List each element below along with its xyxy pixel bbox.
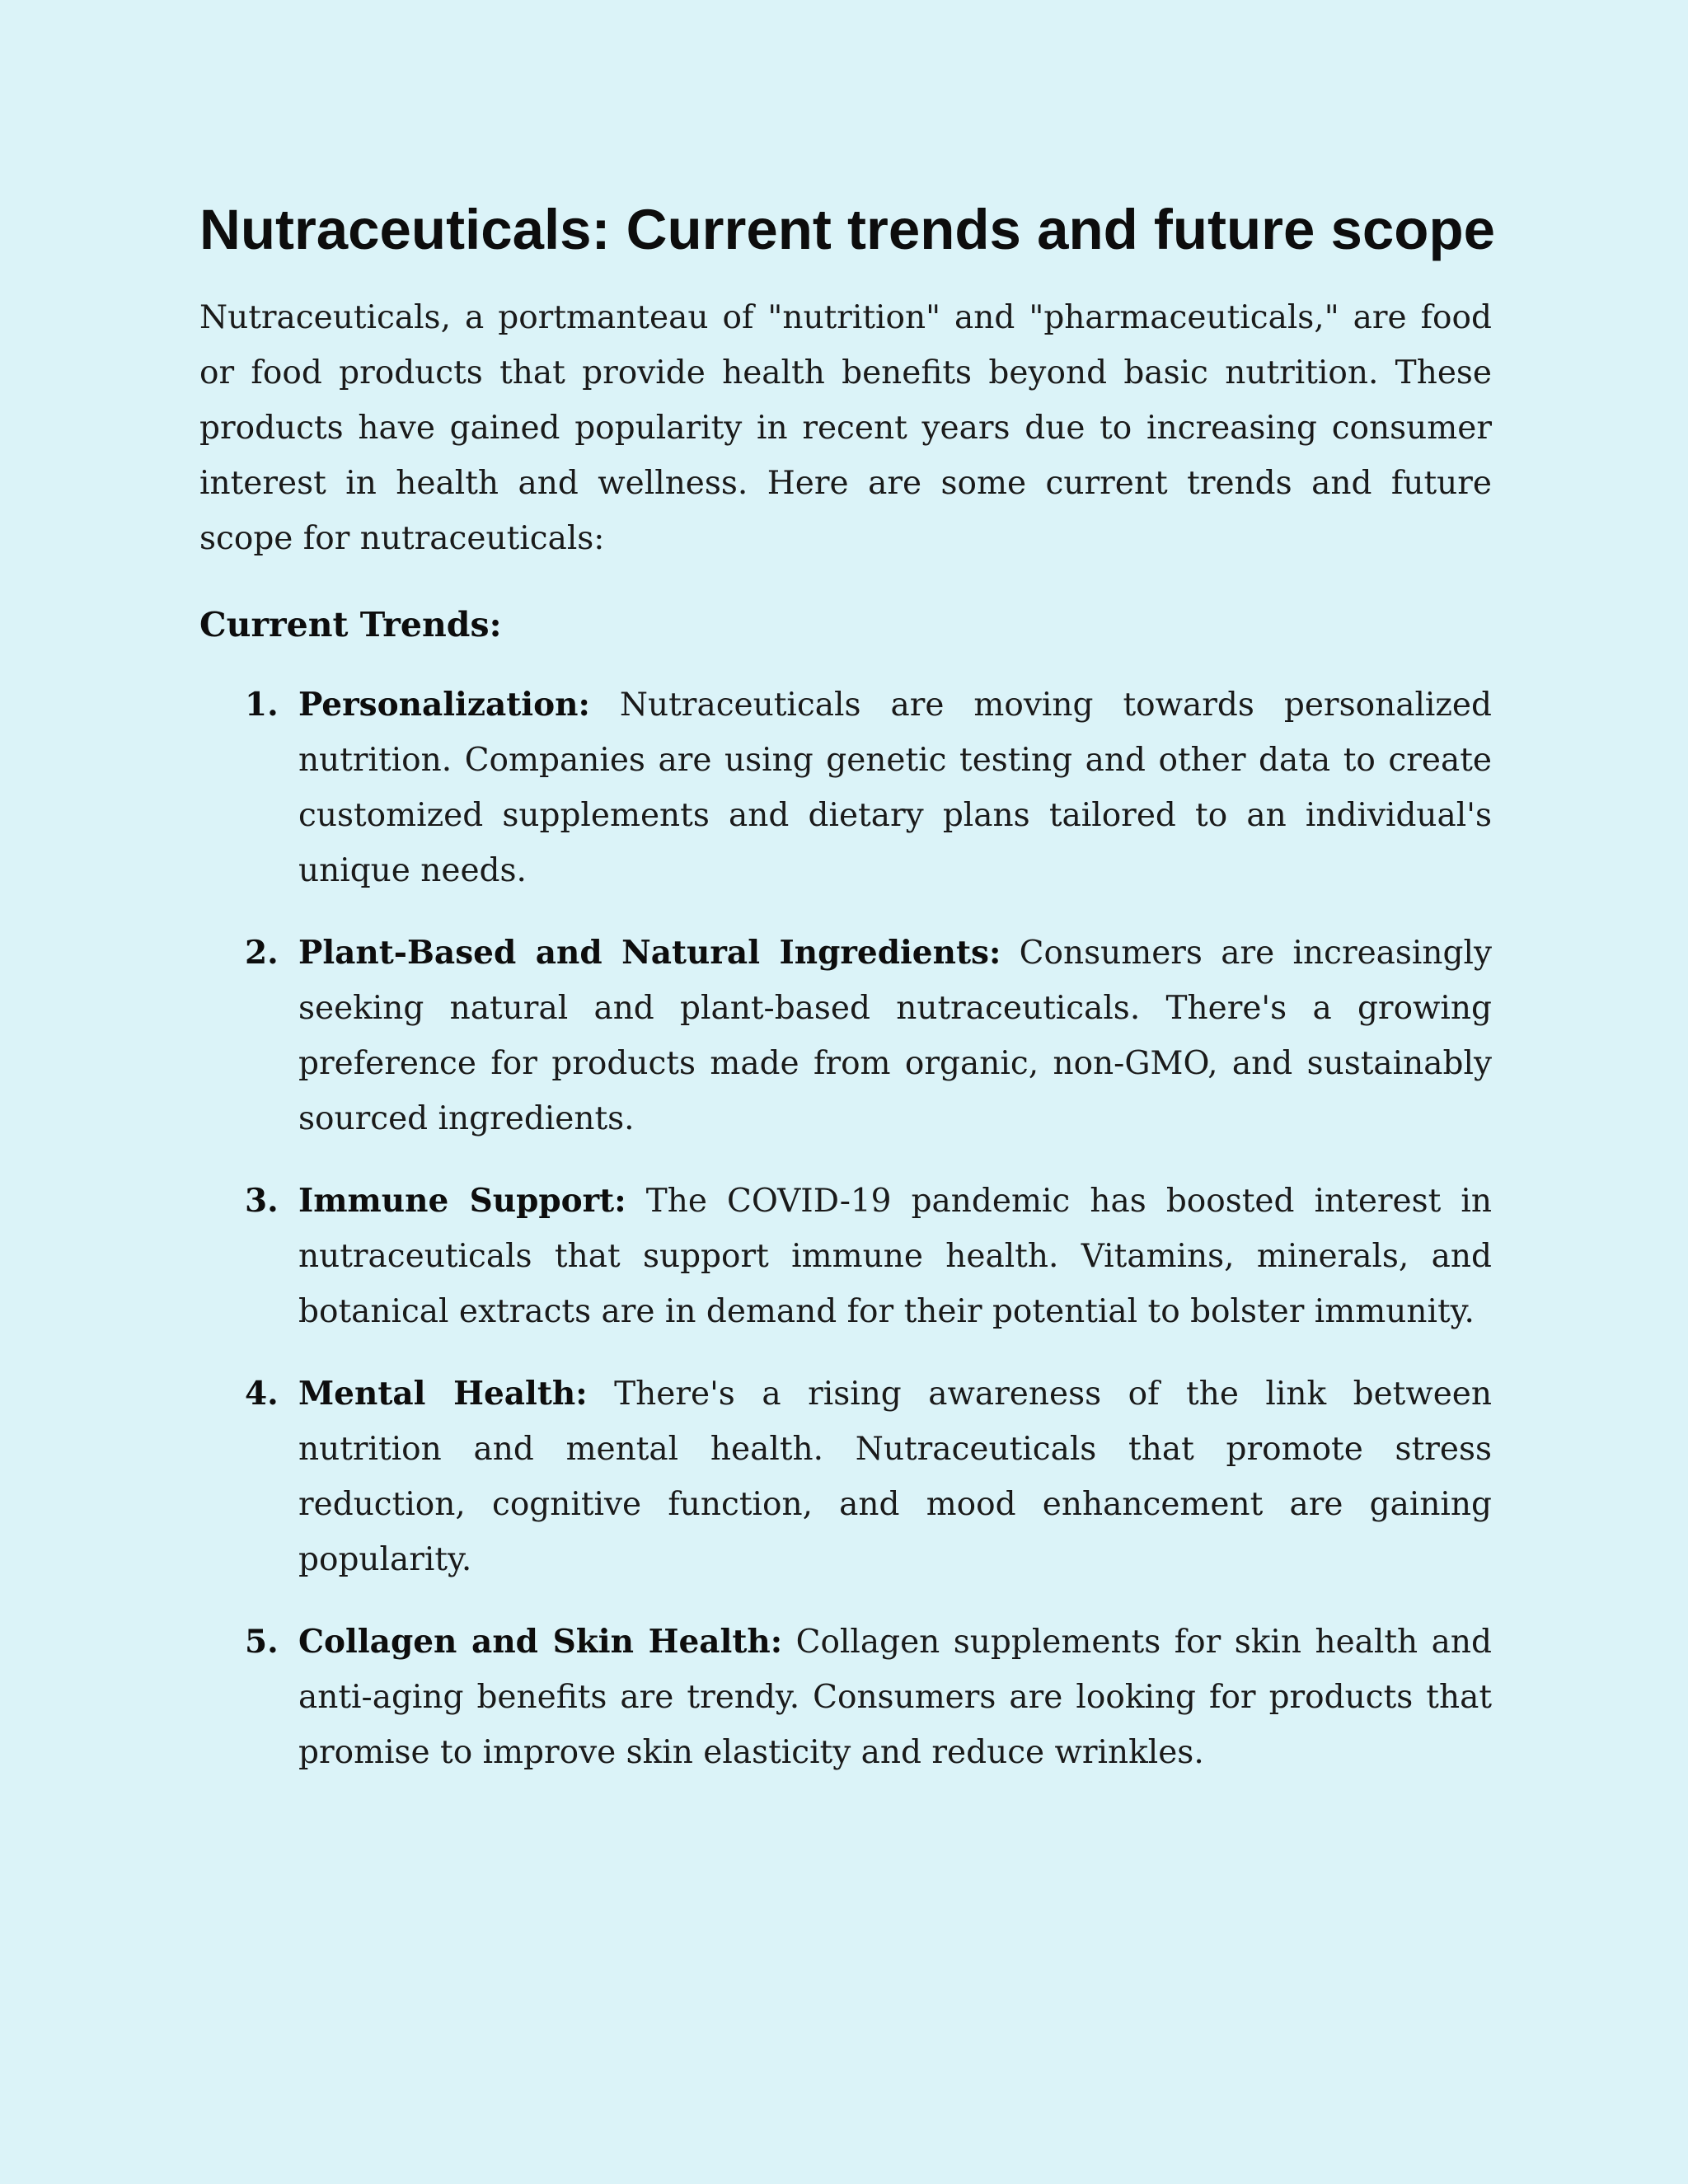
trend-name: Mental Health: [298,1375,588,1413]
trend-text: There's a rising awareness of the link between nutrition and mental health. Nutraceuticals that promote stress reduction, cognitive function, and mood enhancement are gaining popularity. [298,1376,1492,1578]
trend-name: Plant-Based and Natural Ingredients: [298,934,1001,972]
trend-name: Collagen and Skin Health: [298,1623,783,1661]
trend-text: The COVID-19 pandemic has boosted interest in nutraceuticals that support immune health. Vitamins, minerals, and botanical extracts are in demand for their potential to bolster immunity. [298,1183,1492,1330]
trend-list [199,677,1492,1780]
trend-text: Consumers are increasingly seeking natural and plant-based nutraceuticals. There's a growing preference for products made from organic, non-GMO, and sustainably sourced ingredients. [298,935,1492,1137]
trend-item-collagen-skin-health [199,1615,1492,1780]
intro-paragraph: Nutraceuticals, a portmanteau of "nutrition" and "pharmaceuticals," are food or food products that provide health benefits beyond basic nutrition. These products have gained popularity in recent years due to increasing consumer interest in health and wellness. Here are some current trends and future scope for nutraceuticals: [199,299,1492,557]
trend-item-plant-based [199,926,1492,1146]
trend-text: Collagen supplements for skin health and anti-aging benefits are trendy. Consumers are looking for products that promise to improve skin elasticity and reduce wrinkles. [298,1624,1492,1771]
trend-name: Personalization: [298,686,590,724]
trend-item-mental-health [199,1366,1492,1587]
trend-number: 1. [245,686,279,724]
section-heading-current-trends: Current Trends: [199,605,502,644]
trend-number: 2. [245,934,279,972]
trend-text: Nutraceuticals are moving towards personalized nutrition. Companies are using genetic testing and other data to create customized supplements and dietary plans tailored to an individual's unique needs. [298,687,1492,889]
trend-number: 5. [245,1623,279,1661]
trend-item-personalization [199,677,1492,898]
trend-number: 4. [245,1375,279,1413]
trend-number: 3. [245,1182,279,1220]
trend-item-immune-support [199,1174,1492,1339]
page-title: Nutraceuticals: Current trends and future scope [199,198,1495,261]
trend-name: Immune Support: [298,1182,626,1220]
document-content [199,191,1495,1807]
